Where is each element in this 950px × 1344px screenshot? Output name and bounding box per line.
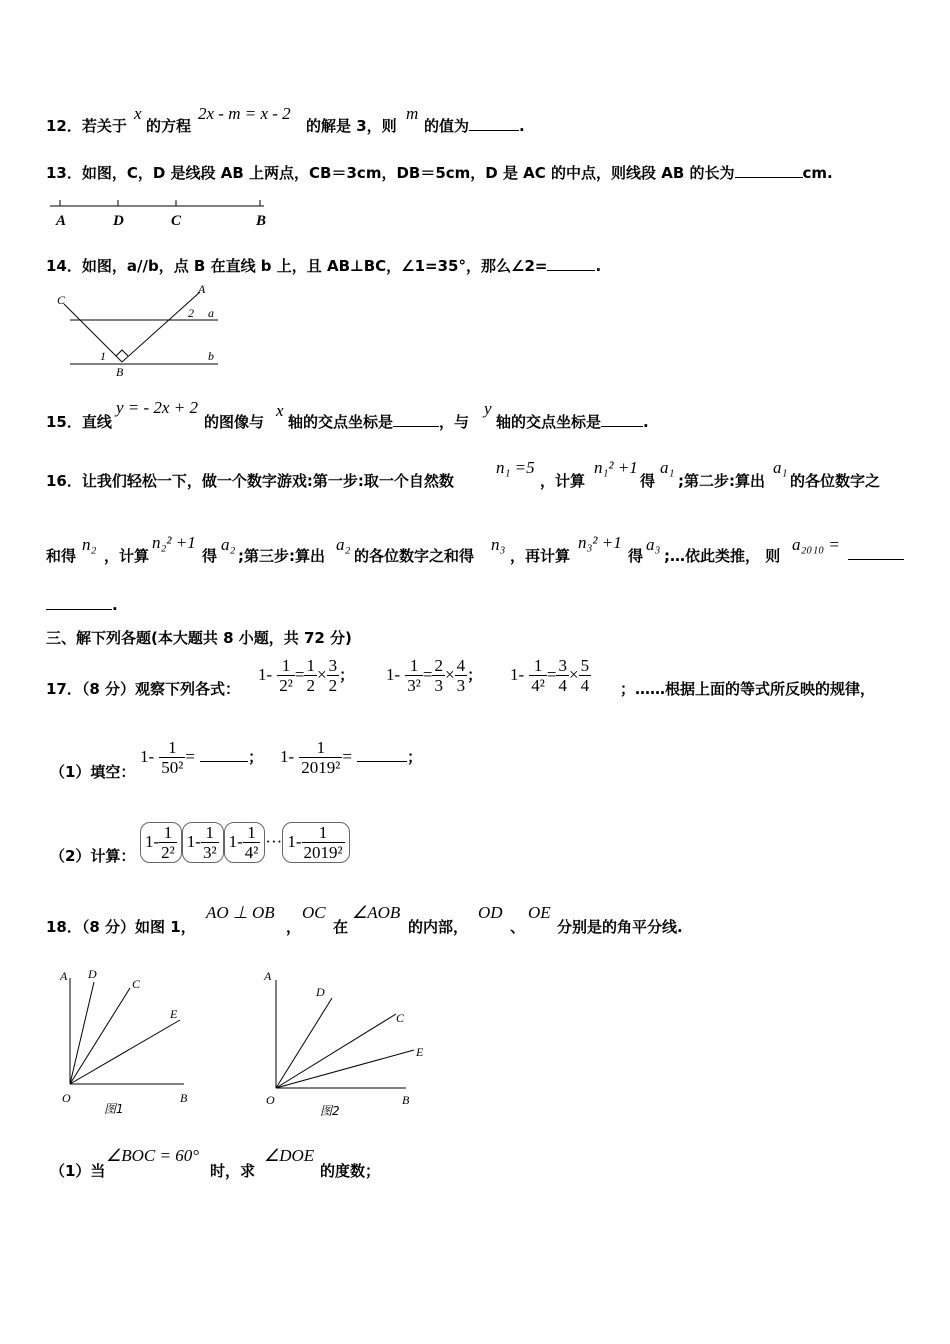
fill-expression-1: 1- $\frac{1}{\text{50²}}$ = ；: [140, 738, 264, 777]
text: ;…依此类推， 则: [664, 547, 781, 565]
question-15: 15．直线: [46, 413, 112, 431]
text: 的图像与: [204, 413, 265, 431]
question-18: 18．（8 分）如图 1，: [46, 918, 196, 936]
label-d: D: [316, 985, 325, 999]
label-angle-2: 2: [188, 306, 194, 320]
right-angle-mark: [116, 350, 128, 356]
math-od: OD: [478, 903, 503, 922]
math-y: y: [484, 399, 492, 418]
math-equation: y = - 2x + 2: [116, 398, 198, 417]
math-n1: n₁ =5: [496, 458, 535, 477]
ray-oc: [70, 988, 130, 1084]
math-m: m: [406, 104, 419, 123]
math-n1-squared: n₁² +1: [594, 458, 638, 477]
ray-od: [70, 982, 94, 1084]
text: ;第二步:算出: [678, 472, 765, 490]
label-c: C: [57, 293, 66, 307]
answer-blank[interactable]: [200, 747, 248, 762]
label-b: B: [116, 365, 124, 378]
question-16: 16．让我们轻松一下，做一个数字游戏:第一步:取一个自然数: [46, 472, 454, 490]
label-e: E: [416, 1045, 424, 1059]
label-b: B: [180, 1091, 188, 1105]
math-n2: n₂: [82, 535, 97, 554]
sub-question-label: （1）当: [50, 1162, 106, 1180]
answer-blank[interactable]: [601, 412, 643, 427]
text: 的各位数字之: [790, 472, 881, 490]
math-equation: 2x - m = x - 2: [198, 104, 291, 123]
label-o: O: [62, 1091, 71, 1105]
ray-bc: [64, 304, 122, 362]
figure-caption: 图2: [320, 1104, 340, 1118]
figure-1: [56, 964, 206, 1120]
text: ；……根据上面的等式所反映的规律，: [620, 680, 876, 698]
text: 得: [628, 547, 644, 565]
math-a1: a₁: [773, 458, 788, 477]
math-oe: OE: [528, 903, 551, 922]
label-line-b: b: [208, 349, 214, 363]
parallel-lines-figure: [52, 282, 232, 378]
sub-question-label: （2）计算：: [50, 847, 136, 865]
answer-blank[interactable]: [393, 412, 439, 427]
ray-oe: [70, 1020, 180, 1084]
text: ，计算: [104, 547, 150, 565]
figure-caption: 图1: [104, 1102, 124, 1116]
label-angle-1: 1: [100, 349, 106, 363]
text: .: [46, 595, 118, 614]
label-o: O: [266, 1093, 275, 1107]
equation-2: 1- $\frac{1}{\text{3²}}$ = $\frac{2}{3}$ × $\frac{4}{3}$ ；: [386, 656, 483, 695]
ray-oe: [276, 1050, 414, 1088]
answer-blank[interactable]: [735, 163, 803, 178]
math-a2: a₂: [336, 535, 351, 554]
label-c: C: [171, 213, 182, 229]
label-c: C: [132, 977, 141, 991]
math-condition: ∠BOC = 60°: [106, 1146, 200, 1165]
math-n3-squared: n₃² +1: [578, 533, 622, 552]
question-12: 12．若关于: [46, 117, 127, 135]
text: 的各位数字之和得: [354, 547, 475, 565]
sub-question-label: （1）填空：: [50, 763, 136, 781]
math-oc: OC: [302, 903, 326, 922]
answer-blank-continued[interactable]: [46, 595, 112, 610]
label-b: B: [256, 213, 267, 229]
answer-blank[interactable]: [848, 545, 904, 560]
text: 的值为 .: [424, 117, 525, 135]
math-n3: n₃: [491, 535, 506, 554]
text: 和得: [46, 547, 77, 565]
label-c: C: [396, 1011, 405, 1025]
text: 在: [333, 918, 349, 936]
equation-3: 1- $\frac{1}{\text{4²}}$ = $\frac{3}{4}$ × $\frac{5}{4}$: [510, 656, 590, 695]
label-a: A: [198, 282, 206, 296]
text: 的内部，: [408, 918, 469, 936]
text: 分别是的角平分线.: [557, 918, 683, 936]
text: ;第三步:算出: [238, 547, 325, 565]
math-perpendicular: AO ⊥ OB: [206, 903, 275, 922]
figure-2: [258, 964, 438, 1120]
label-b: B: [402, 1093, 410, 1107]
math-a2010: a₂₀₁₀ =: [792, 535, 840, 554]
label-a: A: [264, 969, 272, 983]
segment-figure: [46, 196, 286, 230]
text: ，再计算: [510, 547, 571, 565]
answer-blank[interactable]: [547, 256, 595, 271]
question-13: 13．如图，C，D 是线段 AB 上两点，CB＝3cm，DB＝5cm，D 是 AC 的中点，则线段 AB 的长为 cm.: [46, 164, 833, 182]
text: 得: [640, 472, 656, 490]
label-line-a: a: [208, 306, 214, 320]
text: 的方程: [146, 117, 192, 135]
question-number: 12．: [46, 117, 82, 135]
text: 轴的交点坐标是 ，与: [288, 413, 470, 431]
math-a1: a₁: [660, 458, 675, 477]
math-a2: a₂: [221, 535, 236, 554]
label-e: E: [170, 1007, 178, 1021]
text: 时，求: [210, 1162, 256, 1180]
section-heading: 三、解下列各题(本大题共 8 小题，共 72 分): [46, 629, 352, 647]
ray-oc: [276, 1014, 396, 1088]
question-14: 14．如图，a//b，点 B 在直线 b 上，且 AB⊥BC，∠1=35°，那么∠2= .: [46, 257, 602, 275]
answer-blank[interactable]: [357, 747, 407, 762]
math-angle-doe: ∠DOE: [264, 1146, 315, 1165]
text: 得: [202, 547, 218, 565]
text: ，: [286, 918, 302, 936]
question-17: 17．（8 分）观察下列各式：: [46, 680, 241, 698]
text: ，计算: [540, 472, 586, 490]
text: 、: [510, 918, 526, 936]
label-d: D: [113, 213, 124, 229]
fill-expression-2: 1- $\frac{1}{\text{2019²}}$ = ；: [280, 738, 423, 777]
label-a: A: [56, 213, 67, 229]
ray-ba: [122, 292, 200, 362]
product-expression: 1- $\frac{1}{\text{2²}}$ 1- $\frac{1}{\text{3²}}$ 1- $\frac{1}{\text{4²}}$ ··· 1- $\frac{1}{\text{2019²}}$: [140, 822, 350, 863]
answer-blank[interactable]: [469, 116, 519, 131]
math-angle-aob: ∠AOB: [352, 903, 401, 922]
math-x: x: [276, 401, 284, 420]
math-a3: a₃: [646, 535, 661, 554]
math-x: x: [134, 104, 142, 123]
math-n2-squared: n₂² +1: [152, 533, 196, 552]
text: 的度数；: [320, 1162, 381, 1180]
label-d: D: [88, 967, 97, 981]
equation-1: 1- $\frac{1}{\text{2²}}$ = $\frac{1}{2}$ × $\frac{3}{2}$ ；: [258, 656, 355, 695]
label-a: A: [60, 969, 68, 983]
text: 的解是 3，则: [306, 117, 397, 135]
text: 轴的交点坐标是 .: [496, 413, 649, 431]
